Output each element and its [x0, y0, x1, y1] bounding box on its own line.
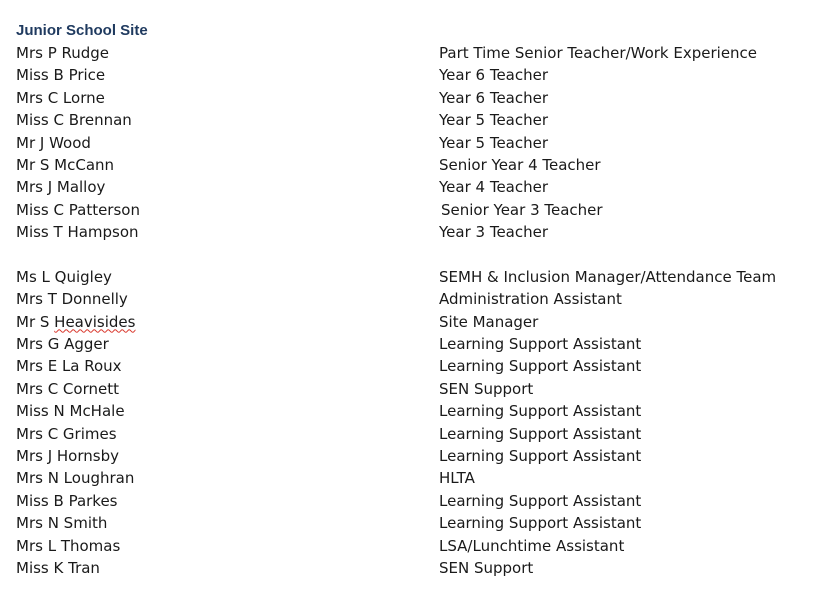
staff-row [16, 132, 816, 154]
staff-row [16, 512, 816, 534]
staff-row [16, 557, 816, 579]
staff-name: Mrs N Smith [16, 514, 108, 533]
staff-name: Mr S McCann [16, 155, 115, 174]
staff-row [16, 311, 816, 333]
staff-row [16, 333, 816, 355]
staff-role: Learning Support Assistant [439, 357, 642, 376]
staff-role: Learning Support Assistant [439, 491, 642, 510]
staff-name: Miss K Tran [16, 558, 100, 577]
staff-name: Miss T Hampson [16, 223, 139, 242]
staff-role: SEN Support [439, 558, 534, 577]
staff-name-prefix: Mr S [16, 312, 55, 331]
staff-role: Senior Year 3 Teacher [441, 200, 603, 219]
staff-row [16, 64, 816, 86]
staff-role: Year 4 Teacher [439, 178, 549, 197]
staff-name: Miss C Patterson [16, 200, 140, 219]
staff-role: Year 6 Teacher [439, 66, 549, 85]
staff-name: Mrs P Rudge [16, 44, 110, 62]
staff-role: Learning Support Assistant [439, 447, 642, 466]
staff-row [16, 87, 816, 109]
staff-name: Mrs C Lorne [16, 88, 105, 107]
staff-role: HLTA [439, 469, 475, 488]
staff-row [16, 490, 816, 512]
staff-role: Learning Support Assistant [439, 514, 642, 533]
staff-name: Mrs L Thomas [16, 536, 121, 555]
staff-role: SEN Support [439, 379, 534, 398]
staff-role: Year 6 Teacher [439, 88, 549, 107]
staff-row [16, 445, 816, 467]
staff-role: Year 5 Teacher [439, 111, 549, 130]
staff-role: Year 3 Teacher [439, 223, 549, 242]
staff-row [16, 467, 816, 489]
staff-role: LSA/Lunchtime Assistant [439, 536, 625, 555]
staff-row [16, 288, 816, 310]
staff-name: Miss B Parkes [16, 491, 118, 510]
staff-role: SEMH & Inclusion Manager/Attendance Team [439, 267, 777, 286]
staff-row [16, 221, 816, 243]
staff-name: Mrs G Agger [16, 335, 109, 354]
staff-row [16, 400, 816, 422]
staff-row [16, 423, 816, 445]
staff-name: Mrs C Cornett [16, 379, 119, 398]
staff-role: Part Time Senior Teacher/Work Experience [439, 44, 758, 62]
staff-row [16, 42, 816, 64]
staff-row [16, 154, 816, 176]
staff-role: Site Manager [439, 312, 539, 331]
staff-name [16, 311, 135, 333]
paragraph-spacer [16, 244, 816, 266]
teaching-staff-group [16, 42, 816, 244]
staff-name: Miss B Price [16, 66, 106, 85]
staff-row [16, 535, 816, 557]
staff-row [16, 199, 816, 221]
staff-role: Learning Support Assistant [439, 424, 642, 443]
staff-name: Mrs E La Roux [16, 357, 122, 376]
staff-row [16, 109, 816, 131]
staff-row [16, 176, 816, 198]
staff-name: Mrs J Malloy [16, 178, 106, 197]
staff-name: Ms L Quigley [16, 267, 112, 286]
staff-row [16, 378, 816, 400]
staff-name: Miss C Brennan [16, 111, 132, 130]
staff-name: Miss N McHale [16, 402, 125, 421]
staff-row [16, 355, 816, 377]
staff-name: Mrs J Hornsby [16, 447, 119, 466]
support-staff-group [16, 266, 816, 579]
staff-list-document [16, 20, 816, 579]
staff-row [16, 266, 816, 288]
staff-name: Mr J Wood [16, 133, 91, 152]
staff-role: Senior Year 4 Teacher [439, 155, 601, 174]
staff-role: Learning Support Assistant [439, 335, 642, 354]
staff-role: Year 5 Teacher [439, 133, 549, 152]
staff-role: Learning Support Assistant [439, 402, 642, 421]
staff-name: Mrs T Donnelly [16, 290, 128, 309]
staff-name: Mrs C Grimes [16, 424, 117, 443]
staff-role: Administration Assistant [439, 290, 622, 309]
document-heading: Junior School Site [16, 22, 148, 39]
staff-name: Mrs N Loughran [16, 469, 135, 488]
spellcheck-flagged-word[interactable]: Heavisides [54, 312, 136, 331]
